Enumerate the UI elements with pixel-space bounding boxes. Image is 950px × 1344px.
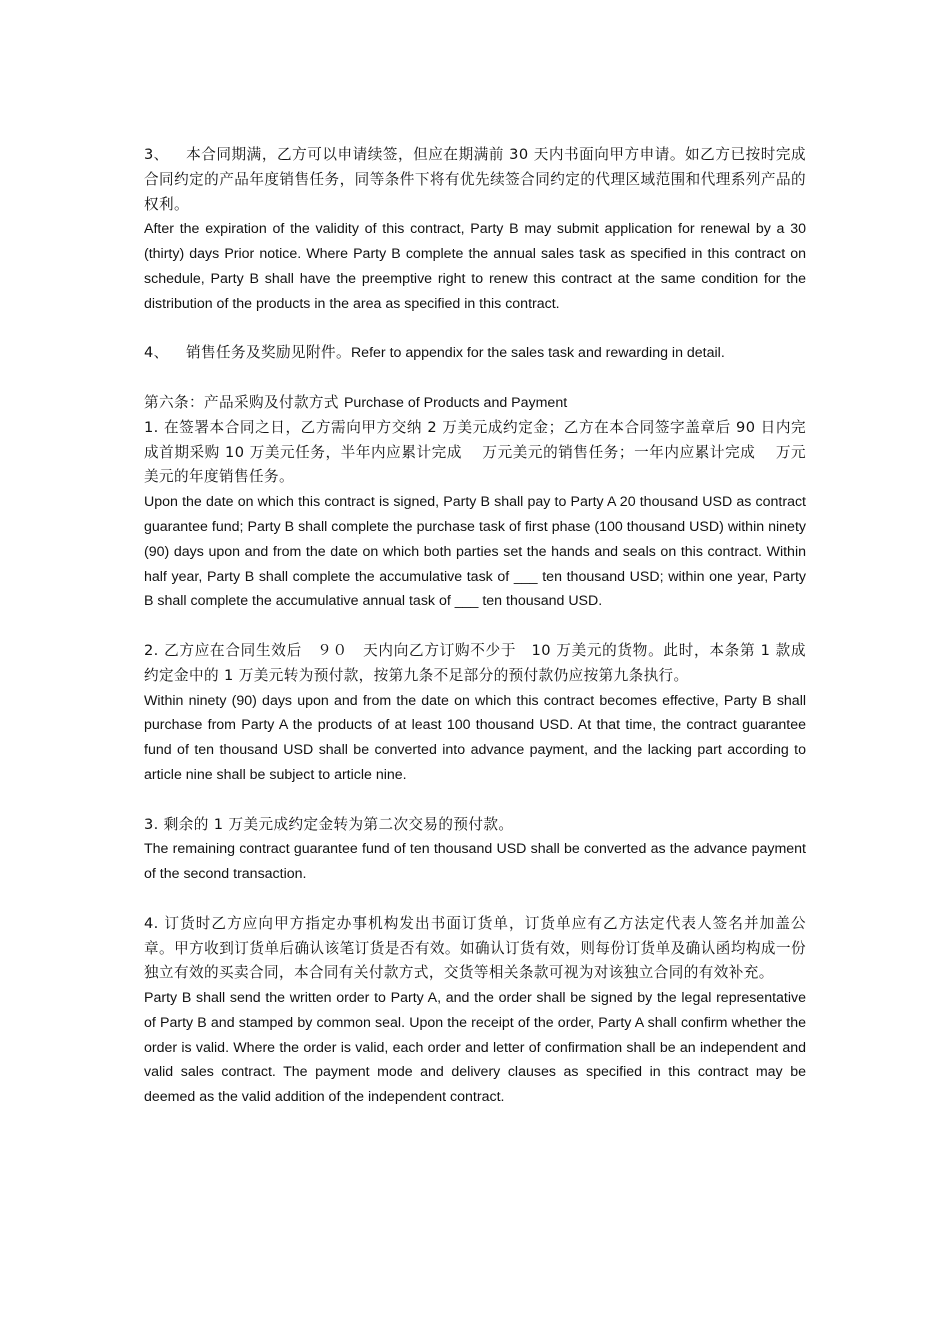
article-6-item-2: [144, 639, 806, 788]
clause-4-cn: 销售任务及奖励见附件。: [186, 344, 351, 362]
clause-4: [144, 341, 806, 366]
clause-3-cn-text: 本合同期满，乙方可以申请续签，但应在期满前 30 天内书面向甲方申请。如乙方已按时完成合同约定的产品年度销售任务，同等条件下将有优先续签合同约定的代理区域范围和代理系列产品的权利。: [144, 146, 806, 213]
article-6-item-4: [144, 912, 806, 1110]
clause-3-en: After the expiration of the validity of this contract, Party B may submit application for renewal by a 30 (thirty) days Prior notice. Where Party B complete the annual sales task as specified in this contract on schedule, Party B shall have the preemptive right to renew this contract at the same condition for the distribution of the products in the area as specified in this contract.: [144, 221, 806, 312]
article-6-heading-en: Purchase of Products and Payment: [343, 394, 568, 411]
item-1-cn: 1. 在签署本合同之日，乙方需向甲方交纳 2 万美元成约定金；乙方在本合同签字盖章后 90 日内完成首期采购 10 万美元任务，半年内应累计完成 万元美元的销售任务；一年内应累计完成 万元美元的年度销售任务。: [144, 418, 806, 486]
article-6-heading-cn: 第六条：产品采购及付款方式: [144, 393, 344, 411]
clause-3-number: 3、: [144, 146, 169, 163]
article-6-item-1: [144, 416, 806, 614]
item-4-en: Party B shall send the written order to Party A, and the order shall be signed by the legal representative of Party B and stamped by common seal. Upon the receipt of the order, Party A shall confirm whether the order is valid. Where the order is valid, each order and letter of confirmation shall be an independent and valid sales contract. The payment mode and delivery clauses as specified in this contract may be deemed as the valid addition of the independent contract.: [144, 990, 806, 1106]
item-3-cn: 3. 剩余的 1 万美元成约定金转为第二次交易的预付款。: [144, 815, 514, 833]
clause-4-number: 4、: [144, 344, 169, 362]
item-2-cn: 2. 乙方应在合同生效后 ９０ 天内向乙方订购不少于 10 万美元的货物。此时，本条第 1 款成约定金中的 1 万美元转为预付款，按第九条不足部分的预付款仍应按第九条执行。: [144, 641, 806, 684]
item-3-en: The remaining contract guarantee fund of ten thousand USD shall be converted as the advance payment of the second transaction.: [144, 841, 806, 883]
clause-3-cn: [144, 143, 806, 217]
item-2-en: Within ninety (90) days upon and from the date on which this contract becomes effective, Party B shall purchase from Party A the products of at least 100 thousand USD. At that time, the contract guarantee fund of ten thousand USD shall be converted into advance payment, and the lacking part according to article nine shall be subject to article nine.: [144, 692, 806, 783]
clause-4-en: Refer to appendix for the sales task and rewarding in detail.: [350, 345, 725, 362]
item-4-cn: 4. 订货时乙方应向甲方指定办事机构发出书面订货单，订货单应有乙方法定代表人签名并加盖公章。甲方收到订货单后确认该笔订货是否有效。如确认订货有效，则每份订货单及确认函均构成一份独立有效的买卖合同，本合同有关付款方式，交货等相关条款可视为对该独立合同的有效补充。: [144, 914, 806, 982]
document-page: [144, 143, 806, 1110]
item-1-en: Upon the date on which this contract is signed, Party B shall pay to Party A 20 thousand USD as contract guarantee fund; Party B shall complete the purchase task of first phase (100 thousand USD) within ninety (90) days upon and from the date on which both parties set the hands and seals on this contract. Within half year, Party B shall complete the accumulative task of ___ ten thousand USD; within one year, Party B shall complete the accumulative annual task of ___ ten thousand USD.: [144, 494, 806, 610]
article-6: [144, 391, 806, 1110]
article-6-item-3: [144, 813, 806, 887]
article-6-heading: [144, 391, 806, 416]
clause-3: [144, 143, 806, 317]
